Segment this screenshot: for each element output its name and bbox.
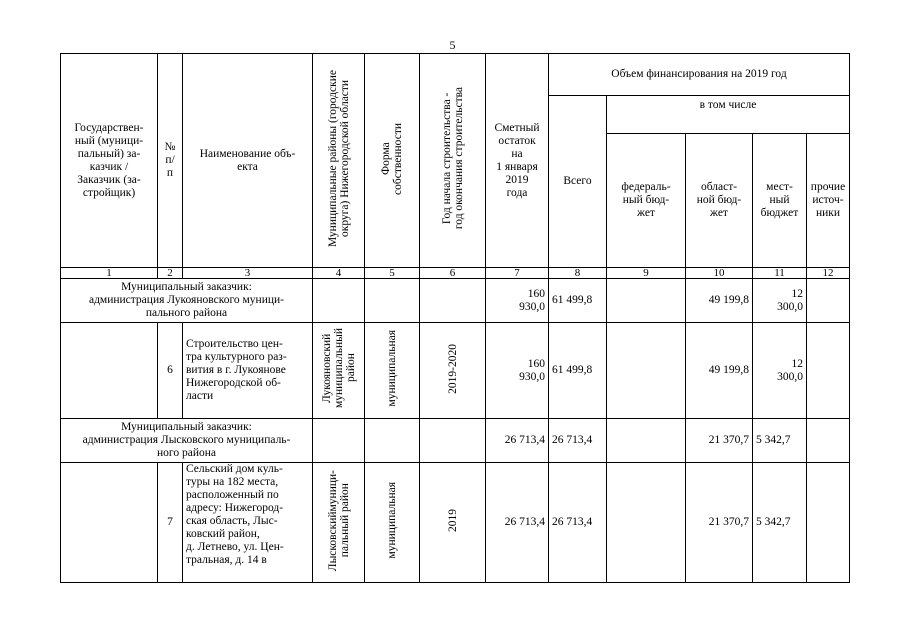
col-number: 8	[549, 268, 607, 279]
customer-name: Муниципальный заказчик: администрация Лысковского муниципаль- ного района	[61, 419, 313, 463]
federal-value	[607, 279, 686, 323]
header-district: Муниципальные районы (городские округа) Нижегородской области	[326, 69, 351, 247]
other-value	[807, 323, 850, 419]
header-local: мест- ный бюджет	[753, 134, 807, 268]
object-years: 2019-2020	[446, 343, 459, 394]
local-value: 5 342,7	[753, 419, 807, 463]
object-ownership: муниципальная	[386, 330, 398, 407]
regional-value: 21 370,7	[686, 419, 753, 463]
remainder-value: 26 713,4	[486, 419, 549, 463]
customer-row	[61, 279, 850, 323]
total-value: 61 499,8	[549, 323, 607, 419]
remainder-value: 160 930,0	[486, 279, 549, 323]
federal-value	[607, 463, 686, 583]
col-number: 12	[807, 268, 850, 279]
federal-value	[607, 419, 686, 463]
col-number: 11	[753, 268, 807, 279]
object-row	[61, 463, 850, 583]
col-number: 9	[607, 268, 686, 279]
regional-value: 49 199,8	[686, 323, 753, 419]
header-years: Год начала строительства - год окончания строительства	[440, 87, 465, 230]
local-value: 12 300,0	[753, 279, 807, 323]
object-ownership: муниципальная	[386, 482, 398, 559]
header-remainder: Сметный остаток на 1 января 2019 года	[486, 54, 549, 268]
col-number: 5	[365, 268, 420, 279]
remainder-value: 26 713,4	[486, 463, 549, 583]
col-number: 1	[61, 268, 158, 279]
local-value: 5 342,7	[753, 463, 807, 583]
header-total: Всего	[549, 96, 607, 268]
header-customer: Государствен- ный (муници- пальный) за- казчик / Заказчик (за- стройщик)	[61, 54, 158, 268]
object-name: Сельский дом куль- туры на 182 места, расположенный по адресу: Нижегород- ская область, Лыс- ковский район, д. Летнево, ул. Цен- тральная, д. 14 в	[183, 463, 313, 583]
regional-value: 49 199,8	[686, 279, 753, 323]
header-federal: федераль- ный бюд- жет	[607, 134, 686, 268]
object-name: Строительство цен- тра культурного раз- вития в г. Лукоянове Нижегородской об- ласти	[183, 323, 313, 419]
col-number: 6	[420, 268, 486, 279]
header-object-name: Наименование объ- екта	[183, 54, 313, 268]
regional-value: 21 370,7	[686, 463, 753, 583]
other-value	[807, 419, 850, 463]
object-district: Лукояновский муниципальный район	[320, 328, 357, 409]
object-number: 6	[158, 323, 183, 419]
customer-row	[61, 419, 850, 463]
remainder-value: 160 930,0	[486, 323, 549, 419]
col-number: 3	[183, 268, 313, 279]
local-value: 12 300,0	[753, 323, 807, 419]
object-row	[61, 323, 850, 419]
col-number: 2	[158, 268, 183, 279]
header-regional: област- ной бюд- жет	[686, 134, 753, 268]
object-number: 7	[158, 463, 183, 583]
total-value: 26 713,4	[549, 419, 607, 463]
total-value: 26 713,4	[549, 463, 607, 583]
financing-table	[60, 53, 850, 583]
other-value	[807, 279, 850, 323]
object-district: Лысковскиймуници- пальный район	[326, 469, 351, 572]
col-number: 10	[686, 268, 753, 279]
header-ownership: Форма собственности	[380, 122, 404, 195]
page-number: 5	[449, 38, 456, 52]
header-other: прочие источ- ники	[807, 134, 850, 268]
total-value: 61 499,8	[549, 279, 607, 323]
header-including: в том числе	[607, 96, 850, 134]
other-value	[807, 463, 850, 583]
col-number: 4	[313, 268, 365, 279]
col-number: 7	[486, 268, 549, 279]
object-years: 2019	[446, 509, 459, 532]
header-funding: Объем финансирования на 2019 год	[549, 54, 850, 96]
federal-value	[607, 323, 686, 419]
customer-name: Муниципальный заказчик: администрация Лукояновского муници- пального района	[61, 279, 313, 323]
header-number: № п/ п	[158, 54, 183, 268]
